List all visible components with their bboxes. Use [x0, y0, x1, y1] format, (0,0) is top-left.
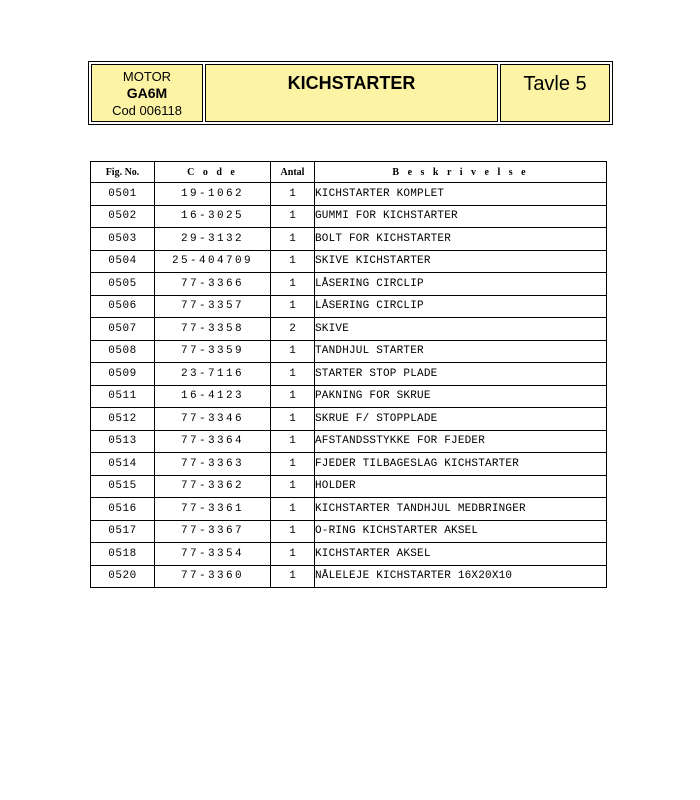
fig-cell: 0518 [91, 543, 155, 566]
description-cell: KICHSTARTER AKSEL [315, 543, 607, 566]
table-row [91, 250, 607, 273]
column-header-code: C o d e [155, 162, 271, 183]
code-cell: 77-3354 [155, 543, 271, 566]
code-cell: 16-4123 [155, 385, 271, 408]
qty-cell: 1 [271, 408, 315, 431]
qty-cell: 1 [271, 385, 315, 408]
fig-cell: 0517 [91, 520, 155, 543]
table-header-row [91, 162, 607, 183]
fig-cell: 0508 [91, 340, 155, 363]
table-row [91, 453, 607, 476]
motor-label: MOTOR [122, 69, 172, 84]
table-row [91, 363, 607, 386]
fig-cell: 0502 [91, 205, 155, 228]
description-cell: STARTER STOP PLADE [315, 363, 607, 386]
table-row [91, 205, 607, 228]
motor-info-box [91, 64, 203, 122]
qty-cell: 1 [271, 250, 315, 273]
fig-cell: 0520 [91, 565, 155, 588]
description-cell: NÅLELEJE KICHSTARTER 16X20X10 [315, 565, 607, 588]
description-cell: PAKNING FOR SKRUE [315, 385, 607, 408]
qty-cell: 1 [271, 475, 315, 498]
code-cell: 77-3360 [155, 565, 271, 588]
qty-cell: 1 [271, 205, 315, 228]
parts-table-body [91, 183, 607, 588]
fig-cell: 0506 [91, 295, 155, 318]
code-cell: 23-7116 [155, 363, 271, 386]
table-row [91, 273, 607, 296]
description-cell: BOLT FOR KICHSTARTER [315, 228, 607, 251]
table-row [91, 295, 607, 318]
description-cell: TANDHJUL STARTER [315, 340, 607, 363]
fig-cell: 0515 [91, 475, 155, 498]
qty-cell: 1 [271, 295, 315, 318]
column-header-antal: Antal [271, 162, 315, 183]
description-cell: LÅSERING CIRCLIP [315, 273, 607, 296]
table-row [91, 543, 607, 566]
table-row [91, 318, 607, 341]
table-row [91, 385, 607, 408]
qty-cell: 1 [271, 520, 315, 543]
qty-cell: 1 [271, 273, 315, 296]
code-cell: 77-3357 [155, 295, 271, 318]
description-cell: KICHSTARTER KOMPLET [315, 183, 607, 206]
code-cell: 77-3346 [155, 408, 271, 431]
table-row [91, 228, 607, 251]
code-cell: 16-3025 [155, 205, 271, 228]
qty-cell: 1 [271, 363, 315, 386]
code-cell: 77-3364 [155, 430, 271, 453]
fig-cell: 0511 [91, 385, 155, 408]
code-cell: 77-3363 [155, 453, 271, 476]
code-cell: 19-1062 [155, 183, 271, 206]
description-cell: HOLDER [315, 475, 607, 498]
qty-cell: 1 [271, 430, 315, 453]
header-frame [88, 61, 613, 125]
code-cell: 77-3358 [155, 318, 271, 341]
table-row [91, 340, 607, 363]
table-row [91, 408, 607, 431]
qty-cell: 1 [271, 228, 315, 251]
description-cell: FJEDER TILBAGESLAG KICHSTARTER [315, 453, 607, 476]
description-cell: KICHSTARTER TANDHJUL MEDBRINGER [315, 498, 607, 521]
description-cell: GUMMI FOR KICHSTARTER [315, 205, 607, 228]
fig-cell: 0513 [91, 430, 155, 453]
table-row [91, 565, 607, 588]
fig-cell: 0514 [91, 453, 155, 476]
table-row [91, 183, 607, 206]
code-cell: 29-3132 [155, 228, 271, 251]
tavle-number: Tavle 5 [523, 73, 587, 95]
code-cell: 77-3359 [155, 340, 271, 363]
description-cell: SKIVE KICHSTARTER [315, 250, 607, 273]
table-row [91, 520, 607, 543]
description-cell: SKRUE F/ STOPPLADE [315, 408, 607, 431]
table-row [91, 475, 607, 498]
description-cell: O-RING KICHSTARTER AKSEL [315, 520, 607, 543]
fig-cell: 0507 [91, 318, 155, 341]
description-cell: LÅSERING CIRCLIP [315, 295, 607, 318]
qty-cell: 1 [271, 340, 315, 363]
fig-cell: 0512 [91, 408, 155, 431]
qty-cell: 1 [271, 498, 315, 521]
qty-cell: 1 [271, 543, 315, 566]
code-cell: 77-3361 [155, 498, 271, 521]
code-cell: 77-3367 [155, 520, 271, 543]
qty-cell: 2 [271, 318, 315, 341]
fig-cell: 0509 [91, 363, 155, 386]
column-header-beskrivelse: B e s k r i v e l s e [315, 162, 607, 183]
table-row [91, 498, 607, 521]
description-cell: AFSTANDSSTYKKE FOR FJEDER [315, 430, 607, 453]
code-cell: 77-3362 [155, 475, 271, 498]
qty-cell: 1 [271, 565, 315, 588]
column-header-fig: Fig. No. [91, 162, 155, 183]
motor-code: Cod 006118 [112, 103, 182, 118]
qty-cell: 1 [271, 453, 315, 476]
code-cell: 77-3366 [155, 273, 271, 296]
fig-cell: 0505 [91, 273, 155, 296]
page-title: KICHSTARTER [287, 73, 416, 93]
description-cell: SKIVE [315, 318, 607, 341]
fig-cell: 0504 [91, 250, 155, 273]
fig-cell: 0516 [91, 498, 155, 521]
table-row [91, 430, 607, 453]
fig-cell: 0503 [91, 228, 155, 251]
fig-cell: 0501 [91, 183, 155, 206]
motor-model: GA6M [126, 85, 168, 101]
title-box [205, 64, 498, 122]
code-cell: 25-404709 [155, 250, 271, 273]
parts-table [90, 161, 607, 588]
qty-cell: 1 [271, 183, 315, 206]
tavle-box [500, 64, 610, 122]
